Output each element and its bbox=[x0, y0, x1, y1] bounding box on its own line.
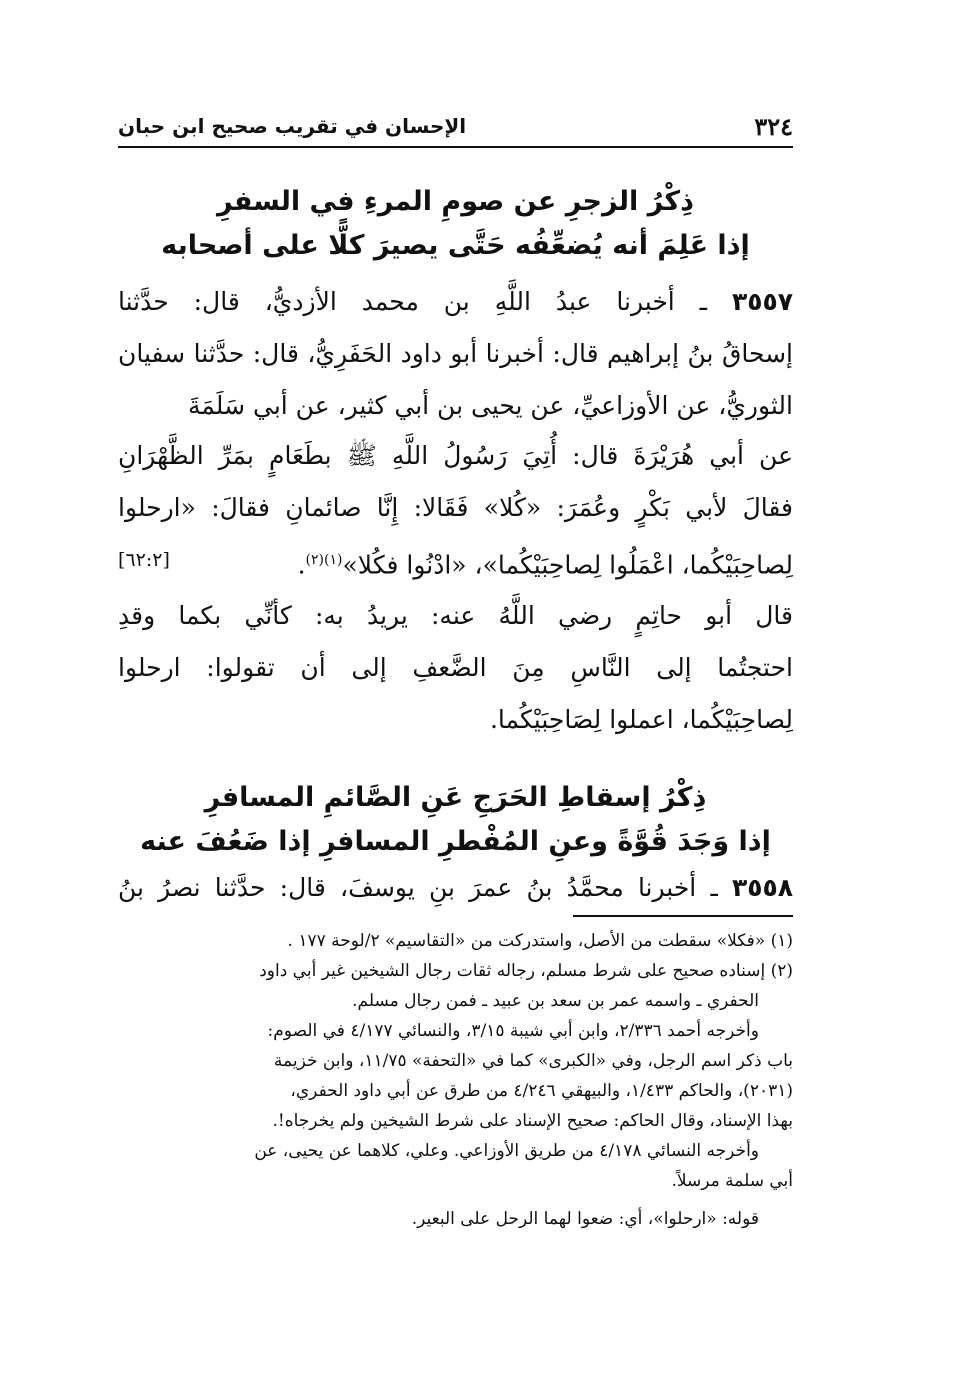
footnote-2-line-2: الحفري ـ واسمه عمر بن سعد بن عبيد ـ فمن رجال مسلم. bbox=[352, 991, 759, 1011]
page-number: ٣٢٤ bbox=[754, 112, 793, 141]
footnote-2-line-9: قوله: «ارحلوا»، أي: ضعوا لهما الرحل على البعير. bbox=[411, 1209, 759, 1229]
matn-line-1: عن أبي هُرَيْرَةَ قال: أُتِيَ رَسُولُ اللَّهِ ﷺ بطَعَامٍ بمَرِّ الظَّهْرَانِ bbox=[118, 441, 793, 470]
matn-line-2: فقالَ لأبي بَكْرٍ وعُمَرَ: «كُلا» فَقَالا: إِنَّا صائمانِ فقالَ: «ارحلوا bbox=[118, 493, 793, 522]
hadith-3558-isnad bbox=[118, 862, 793, 914]
footnote-markers: (١)(٢) bbox=[305, 552, 343, 568]
footnote-2-line-4: باب ذكر اسم الرجل، وفي «الكبرى» كما في «التحفة» ١١/٧٥، وابن خزيمة bbox=[273, 1051, 793, 1071]
isnad-text-1: ـ أخبرنا عبدُ اللَّهِ بن محمد الأزديُّ، قال: حدَّثنا bbox=[118, 287, 732, 316]
footnote-2-line-6: بهذا الإسناد، وقال الحاكم: صحيح الإسناد على شرط الشيخين ولم يخرجاه!. bbox=[272, 1111, 793, 1131]
footnote-separator bbox=[573, 915, 793, 917]
footnote-2-line-5: (٢٠٣١)، والحاكم ١/٤٣٣، والبيهقي ٤/٢٤٦ من طرق عن أبي داود الحفري، bbox=[290, 1081, 793, 1101]
matn-line-3: لِصاحِبَيْكُما، اعْمَلُوا لِصاحِبَيْكُما»، «ادْنُوا فكُلا»$^{(١)(٢)}$. bbox=[297, 550, 793, 580]
isnad-line-3: الثوريُّ، عن الأوزاعيِّ، عن يحيى بن أبي كثير، عن أبي سَلَمَةَ bbox=[187, 391, 793, 420]
hadith-3557-matn bbox=[118, 430, 793, 591]
section-heading-1 bbox=[118, 180, 793, 268]
comment-line-1: قال أبو حاتِمٍ رضي اللَّهُ عنه: يريدُ به: كأنِّي بكما وقدِ bbox=[118, 601, 793, 630]
footnotes bbox=[118, 926, 793, 1234]
isnad-3558-line-1 bbox=[118, 862, 793, 914]
reference-tag: [٦٢:٢] bbox=[118, 549, 170, 571]
section-heading-2 bbox=[118, 776, 793, 864]
hadith-number-3558: ٣٥٥٨ bbox=[731, 873, 793, 902]
book-title: الإحسان في تقريب صحيح ابن حبان bbox=[118, 114, 467, 138]
footnote-2-line-7: وأخرجه النسائي ٤/١٧٨ من طريق الأوزاعي. وعلي، كلاهما عن يحيى، عن bbox=[254, 1141, 759, 1161]
running-header bbox=[118, 112, 793, 148]
section-heading-2-line-1: ذِكْرُ إسقاطِ الحَرَجِ عَنِ الصَّائمِ المسافرِ bbox=[204, 782, 707, 813]
footnote-1: (١) «فكلا» سقطت من الأصل، واستدركت من «التقاسيم» ٢/لوحة ١٧٧ . bbox=[287, 931, 793, 951]
hadith-3557-isnad bbox=[118, 276, 793, 432]
isnad-3558-text-1: ـ أخبرنا محمَّدُ بنُ عمرَ بنِ يوسفَ، قال: حدَّثنا نصرُ بنُ bbox=[118, 873, 732, 902]
footnote-2-line-3: وأخرجه أحمد ٢/٣٣٦، وابن أبي شيبة ٣/١٥، والنسائي ٤/١٧٧ في الصوم: bbox=[267, 1021, 759, 1041]
abu-hatim-comment bbox=[118, 590, 793, 746]
hadith-number: ٣٥٥٧ bbox=[731, 287, 793, 316]
footnote-2-line-1: (٢) إسناده صحيح على شرط مسلم، رجاله ثقات رجال الشيخين غير أبي داود bbox=[259, 961, 793, 981]
isnad-line-1 bbox=[118, 276, 793, 328]
comment-line-2: احتجتُما إلى النَّاسِ مِنَ الضَّعفِ إلى أن تقولوا: ارحلوا bbox=[118, 653, 793, 682]
footnote-2-line-8: أبي سلمة مرسلاً. bbox=[671, 1171, 793, 1191]
isnad-line-2: إسحاقُ بنُ إبراهيم قال: أخبرنا أبو داود الحَفَرِيُّ، قال: حدَّثنا سفيان bbox=[118, 339, 793, 368]
section-heading-2-line-2: إذا وَجَدَ قُوَّةً وعنِ المُفْطرِ المسافرِ إذا ضَعُفَ عنه bbox=[140, 826, 771, 857]
comment-line-3: لِصاحِبَيْكُما، اعملوا لِصَاحِبَيْكُما. bbox=[489, 705, 793, 734]
section-heading-1-line-1: ذِكْرُ الزجرِ عن صومِ المرءِ في السفرِ bbox=[217, 186, 694, 217]
section-heading-1-line-2: إذا عَلِمَ أنه يُضعِّفُه حَتَّى يصيرَ كلًّا على أصحابه bbox=[161, 230, 750, 261]
matn-text-3: لِصاحِبَيْكُما، اعْمَلُوا لِصاحِبَيْكُما»، «ادْنُوا فكُلا» bbox=[342, 550, 793, 580]
